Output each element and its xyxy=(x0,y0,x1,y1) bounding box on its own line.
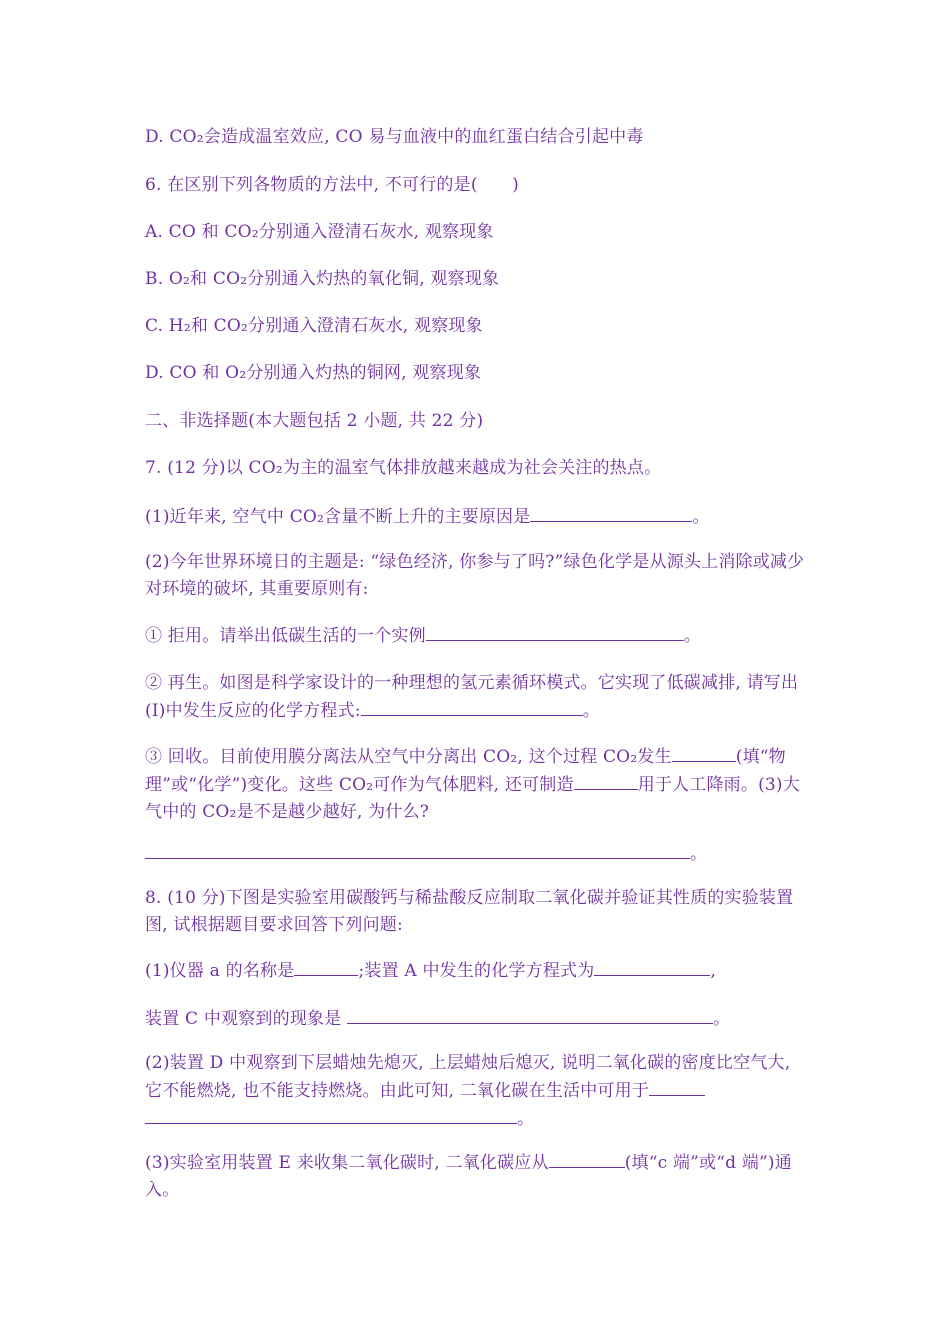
q7-2c-text-1: ③ 回收。目前使用膜分离法从空气中分离出 CO₂, 这个过程 CO₂发生 xyxy=(145,747,672,767)
answer-blank[interactable] xyxy=(530,503,692,522)
question-8-part-1b xyxy=(145,1005,810,1033)
q8-3-text: (3)实验室用装置 E 来收集二氧化碳时, 二氧化碳应从 xyxy=(145,1153,549,1173)
q7-2a-end: 。 xyxy=(683,626,702,646)
question-7: 7. (12 分)以 CO₂为主的温室气体排放越来越成为社会关注的热点。 xyxy=(145,458,662,478)
question-6: 6. 在区别下列各物质的方法中, 不可行的是( ) xyxy=(145,175,519,195)
q8-1-text-2: ;装置 A 中发生的化学方程式为 xyxy=(358,961,595,981)
q8-1b-text: 装置 C 中观察到的现象是 xyxy=(145,1009,348,1029)
question-8: 8. (10 分)下图是实验室用碳酸钙与稀盐酸反应制取二氧化碳并验证其性质的实验装置图, 试根据题目要求回答下列问题: xyxy=(145,888,794,935)
answer-blank[interactable] xyxy=(672,743,736,762)
answer-blank[interactable] xyxy=(426,622,684,641)
q7-2c-text-3: 用于人工降雨。(3)大气中的 CO₂是不是越少越好, 为什么? xyxy=(145,775,800,822)
question-7-part-2-item-1 xyxy=(145,622,810,650)
question-7-part-2-item-2 xyxy=(145,670,810,725)
option-5d: D. CO₂会造成温室效应, CO 易与血液中的血红蛋白结合引起中毒 xyxy=(145,127,644,147)
q7-3-end: 。 xyxy=(690,844,708,864)
option-6c: C. H₂和 CO₂分别通入澄清石灰水, 观察现象 xyxy=(145,316,483,336)
answer-blank[interactable] xyxy=(549,1149,625,1168)
question-7-part-1 xyxy=(145,503,810,531)
option-6a: A. CO 和 CO₂分别通入澄清石灰水, 观察现象 xyxy=(145,222,494,242)
answer-blank[interactable] xyxy=(145,1105,517,1124)
q7-2c-text-2: (填“物理”或“化学”)变化。这些 CO₂可作为气体肥料, 还可制造 xyxy=(145,747,786,795)
q8-1-end: , xyxy=(710,961,717,981)
answer-blank[interactable] xyxy=(145,840,690,859)
q7-1-text: (1)近年来, 空气中 CO₂含量不断上升的主要原因是 xyxy=(145,507,531,527)
answer-blank[interactable] xyxy=(361,697,583,716)
option-6b: B. O₂和 CO₂分别通入灼热的氧化铜, 观察现象 xyxy=(145,269,500,289)
q8-1-text: (1)仪器 a 的名称是 xyxy=(145,961,295,981)
question-8-part-2 xyxy=(145,1050,810,1133)
question-7-part-2: (2)今年世界环境日的主题是: “绿色经济, 你参与了吗?”绿色化学是从源头上消除或减少对环境的破坏, 其重要原则有: xyxy=(145,552,805,599)
q8-3-end: (填“c 端”或“d 端”)通入。 xyxy=(145,1153,792,1200)
q7-2b-end: 。 xyxy=(582,701,600,721)
answer-blank[interactable] xyxy=(594,957,710,976)
answer-blank[interactable] xyxy=(574,771,638,790)
answer-blank[interactable] xyxy=(294,957,358,976)
q8-2-text: (2)装置 D 中观察到下层蜡烛先熄灭, 上层蜡烛后熄灭, 说明二氧化碳的密度比空气大, 它不能燃烧, 也不能支持燃烧。由此可知, 二氧化碳在生活中可用于 xyxy=(145,1053,791,1101)
option-6d: D. CO 和 O₂分别通入灼热的铜网, 观察现象 xyxy=(145,363,482,383)
q8-1b-end: 。 xyxy=(713,1009,731,1029)
question-8-part-3 xyxy=(145,1149,810,1204)
question-8-part-1 xyxy=(145,957,810,985)
answer-blank[interactable] xyxy=(649,1077,705,1096)
question-7-part-3-answer xyxy=(145,840,810,868)
q7-1-end: 。 xyxy=(692,507,710,527)
q7-2b-text: ② 再生。如图是科学家设计的一种理想的氢元素循环模式。它实现了低碳减排, 请写出(Ⅰ)中发生反应的化学方程式: xyxy=(145,673,799,721)
section-heading-2: 二、非选择题(本大题包括 2 小题, 共 22 分) xyxy=(145,411,484,431)
question-7-part-2-item-3 xyxy=(145,743,810,826)
answer-blank[interactable] xyxy=(347,1005,713,1024)
q8-2-end: 。 xyxy=(517,1109,535,1129)
q7-2a-text: ① 拒用。请举出低碳生活的一个实例 xyxy=(145,626,426,646)
